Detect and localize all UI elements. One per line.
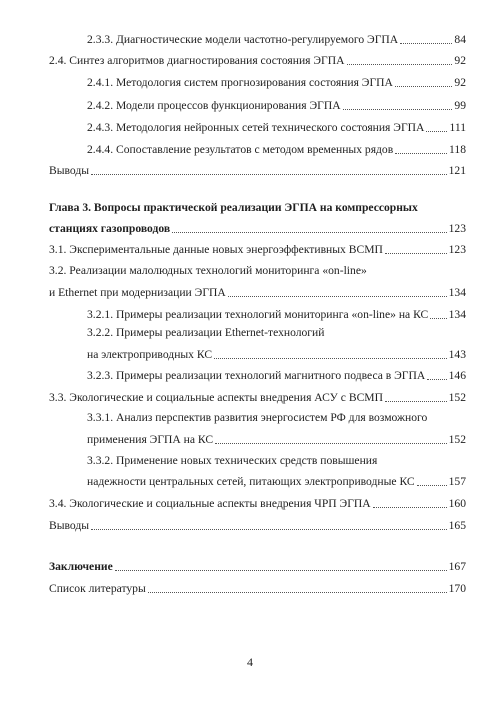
- toc-entry-label: и Ethernet при модернизации ЭГПА: [49, 286, 226, 300]
- toc-entry-label: применения ЭГПА на КС: [87, 433, 214, 447]
- toc-entry-label: 3.3. Экологические и социальные аспекты внедрения АСУ с ВСМП: [49, 391, 383, 405]
- leader-dots: [228, 296, 447, 297]
- leader-dots: [395, 86, 453, 87]
- leader-dots: [427, 379, 446, 380]
- toc-page-number: 152: [448, 391, 466, 405]
- toc-entry[interactable]: [87, 140, 466, 156]
- toc-entry[interactable]: [49, 240, 466, 256]
- leader-dots: [385, 253, 447, 254]
- toc-entry[interactable]: [87, 345, 466, 361]
- leader-dots: [430, 318, 446, 319]
- leader-dots: [395, 153, 447, 154]
- toc-entry-label: 2.3.3. Диагностические модели частотно-регулируемого ЭГПА: [87, 33, 399, 47]
- toc-entry[interactable]: [87, 30, 466, 46]
- toc-entry[interactable]: [49, 516, 466, 532]
- toc-entry-label: 3.1. Экспериментальные данные новых энергоэффективных ВСМП: [49, 243, 383, 257]
- toc-page-number: 121: [448, 164, 466, 178]
- toc-entry-label: станциях газопроводов: [49, 222, 171, 236]
- leader-dots: [215, 443, 447, 444]
- toc-entry[interactable]: [49, 219, 466, 235]
- toc-entry-label[interactable]: 3.2. Реализации малолюдных технологий мониторинга «on-line»: [49, 264, 367, 277]
- toc-page-number: 143: [448, 348, 466, 362]
- toc-entry[interactable]: [87, 305, 466, 321]
- toc-entry[interactable]: [49, 557, 466, 573]
- toc-entry-label[interactable]: 3.2.2. Примеры реализации Ethernet-технологий: [87, 326, 325, 339]
- leader-dots: [400, 43, 452, 44]
- toc-entry-label: 2.4.3. Методология нейронных сетей технического состояния ЭГПА: [87, 121, 425, 135]
- toc-page-number: 157: [448, 475, 466, 489]
- leader-dots: [172, 232, 446, 233]
- toc-entry-label: 3.2.3. Примеры реализации технологий магнитного подвеса в ЭГПА: [87, 369, 426, 383]
- toc-entry[interactable]: [87, 118, 466, 134]
- toc-page-number: 167: [448, 560, 466, 574]
- leader-dots: [148, 592, 447, 593]
- toc-page-number: 134: [448, 286, 466, 300]
- toc-entry[interactable]: [87, 73, 466, 89]
- toc-chapter-title[interactable]: Глава 3. Вопросы практической реализации ЭГПА на компрессорных: [49, 201, 418, 214]
- toc-entry-label: 2.4.4. Сопоставление результатов с методом временных рядов: [87, 143, 394, 157]
- toc-page-number: 123: [448, 222, 466, 236]
- toc-entry[interactable]: [87, 366, 466, 382]
- toc-page-number: 111: [449, 121, 466, 135]
- leader-dots: [385, 401, 447, 402]
- leader-dots: [347, 64, 453, 65]
- toc-entry-label: 2.4.1. Методология систем прогнозирования состояния ЭГПА: [87, 76, 393, 90]
- toc-page-number: 146: [448, 369, 466, 383]
- toc-entry[interactable]: [49, 51, 466, 67]
- toc-entry[interactable]: [49, 283, 466, 299]
- toc-entry[interactable]: [87, 96, 466, 112]
- toc-page-number: 152: [448, 433, 466, 447]
- toc-page-number: 92: [454, 76, 466, 90]
- toc-entry[interactable]: [87, 430, 466, 446]
- toc-page-number: 134: [448, 308, 466, 322]
- toc-entry-label: 3.4. Экологические и социальные аспекты внедрения ЧРП ЭГПА: [49, 497, 371, 511]
- leader-dots: [115, 570, 447, 571]
- leader-dots: [343, 109, 453, 110]
- toc-page-number: 84: [454, 33, 466, 47]
- leader-dots: [91, 529, 447, 530]
- toc-entry-label: Список литературы: [49, 582, 146, 596]
- toc-entry[interactable]: [49, 494, 466, 510]
- toc-entry-label: надежности центральных сетей, питающих электроприводные КС: [87, 475, 415, 489]
- toc-page-number: 123: [448, 243, 466, 257]
- toc-entry-label: Выводы: [49, 519, 90, 533]
- toc-entry[interactable]: [49, 579, 466, 595]
- toc-page-number: 92: [454, 54, 466, 68]
- leader-dots: [417, 485, 447, 486]
- toc-page-number: 99: [454, 99, 466, 113]
- toc-entry[interactable]: [87, 472, 466, 488]
- toc-entry[interactable]: [49, 161, 466, 177]
- page-number: 4: [247, 655, 253, 669]
- toc-page-number: 165: [448, 519, 466, 533]
- toc-entry-label: Заключение: [49, 560, 113, 574]
- leader-dots: [91, 174, 447, 175]
- toc-entry-label: 3.2.1. Примеры реализации технологий мониторинга «on-line» на КС: [87, 308, 429, 322]
- leader-dots: [214, 358, 447, 359]
- toc-page-number: 170: [448, 582, 466, 596]
- toc-entry[interactable]: [49, 388, 466, 404]
- toc-entry-label[interactable]: 3.3.2. Применение новых технических средств повышения: [87, 454, 378, 467]
- toc-entry-label: на электроприводных КС: [87, 348, 213, 362]
- toc-entry-label: 2.4. Синтез алгоритмов диагностирования состояния ЭГПА: [49, 54, 345, 68]
- toc-page-number: 118: [449, 143, 466, 157]
- toc-page-number: 160: [448, 497, 466, 511]
- toc-entry-label: Выводы: [49, 164, 90, 178]
- toc-entry-label[interactable]: 3.3.1. Анализ перспектив развития энергосистем РФ для возможного: [87, 411, 428, 424]
- leader-dots: [373, 507, 447, 508]
- toc-entry-label: 2.4.2. Модели процессов функционирования ЭГПА: [87, 99, 341, 113]
- leader-dots: [426, 131, 447, 132]
